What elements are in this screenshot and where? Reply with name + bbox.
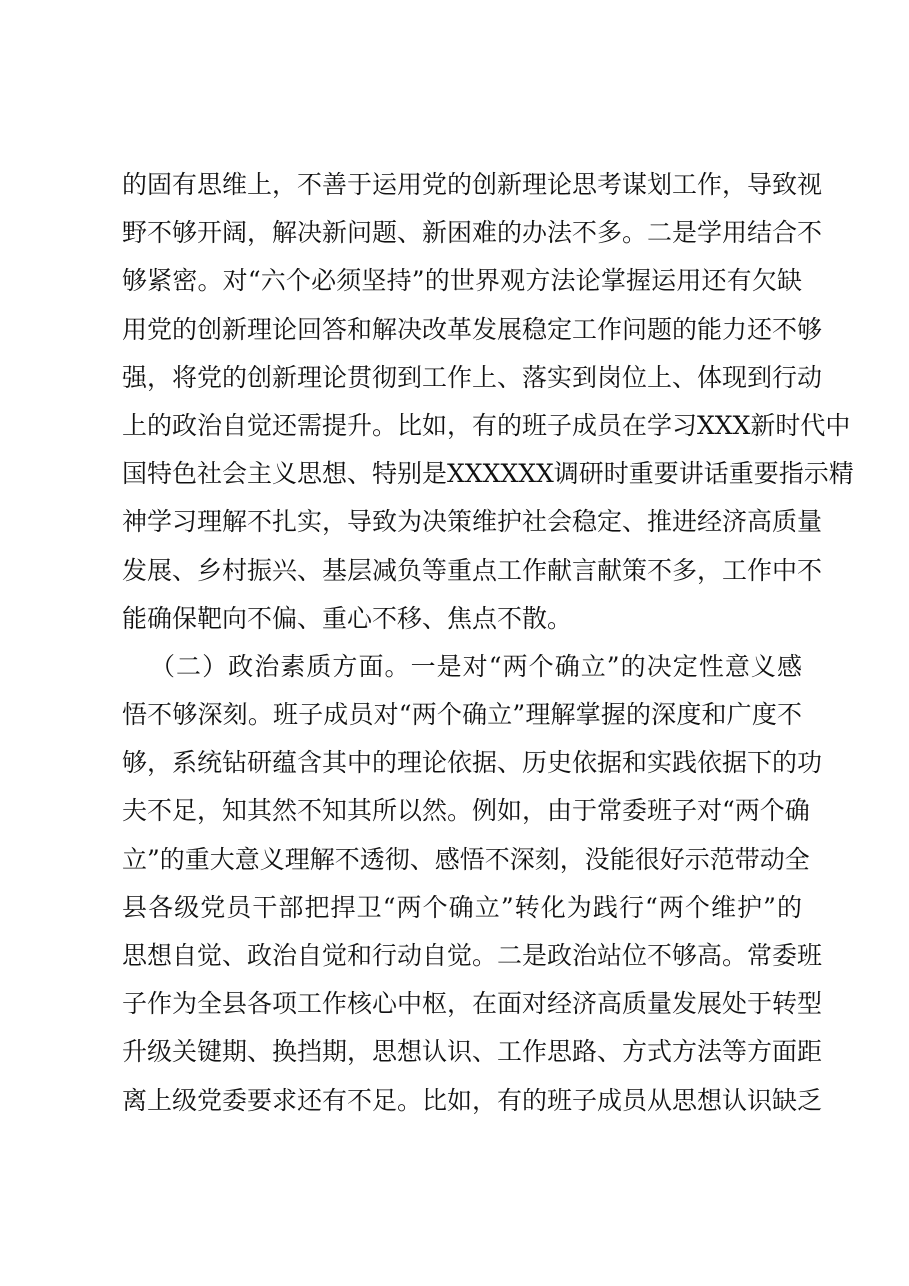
text-line: 野不够开阔，解决新问题、新困难的办法不多。二是学用结合不 bbox=[122, 218, 823, 248]
text-line: 国特色社会主义思想、特别是XXXXXX调研时重要讲话重要指示精 bbox=[122, 459, 854, 489]
text-line: 县各级党员干部把捍卫“两个确立”转化为践行“两个维护”的 bbox=[122, 892, 802, 922]
text-line: 用党的创新理论回答和解决改革发展稳定工作问题的能力还不够 bbox=[122, 314, 823, 344]
text-line: 神学习理解不扎实，导致为决策维护社会稳定、推进经济高质量 bbox=[122, 507, 823, 537]
text-line: 升级关键期、换挡期，思想认识、工作思路、方式方法等方面距 bbox=[122, 1037, 823, 1067]
text-line: 能确保靶向不偏、重心不移、焦点不散。 bbox=[122, 603, 573, 633]
text-line: 够紧密。对“六个必须坚持”的世界观方法论掌握运用还有欠缺 bbox=[122, 266, 802, 296]
text-line: 上的政治自觉还需提升。比如，有的班子成员在学习XXX新时代中 bbox=[122, 410, 851, 440]
body-text bbox=[122, 161, 854, 1125]
text-line: 的固有思维上，不善于运用党的创新理论思考谋划工作，导致视 bbox=[122, 170, 823, 199]
text-line: 思想自觉、政治自觉和行动自觉。二是政治站位不够高。常委班 bbox=[122, 941, 823, 970]
text-line: 悟不够深刻。班子成员对“两个确立”理解掌握的深度和广度不 bbox=[122, 700, 802, 730]
section-heading-line: （二）政治素质方面。一是对“两个确立”的决定性意义感 bbox=[150, 651, 802, 681]
text-line: 离上级党委要求还有不足。比如，有的班子成员从思想认识缺乏 bbox=[122, 1085, 823, 1115]
text-line: 发展、乡村振兴、基层减负等重点工作献言献策不多，工作中不 bbox=[122, 555, 823, 585]
text-line: 立”的重大意义理解不透彻、感悟不深刻，没能很好示范带动全 bbox=[122, 844, 810, 874]
text-line: 够，系统钻研蕴含其中的理论依据、历史依据和实践依据下的功 bbox=[122, 748, 823, 778]
text-line: 强，将党的创新理论贯彻到工作上、落实到岗位上、体现到行动 bbox=[122, 362, 823, 392]
text-line: 夫不足，知其然不知其所以然。例如，由于常委班子对“两个确 bbox=[122, 796, 810, 826]
text-line: 子作为全县各项工作核心中枢，在面对经济高质量发展处于转型 bbox=[122, 989, 823, 1019]
